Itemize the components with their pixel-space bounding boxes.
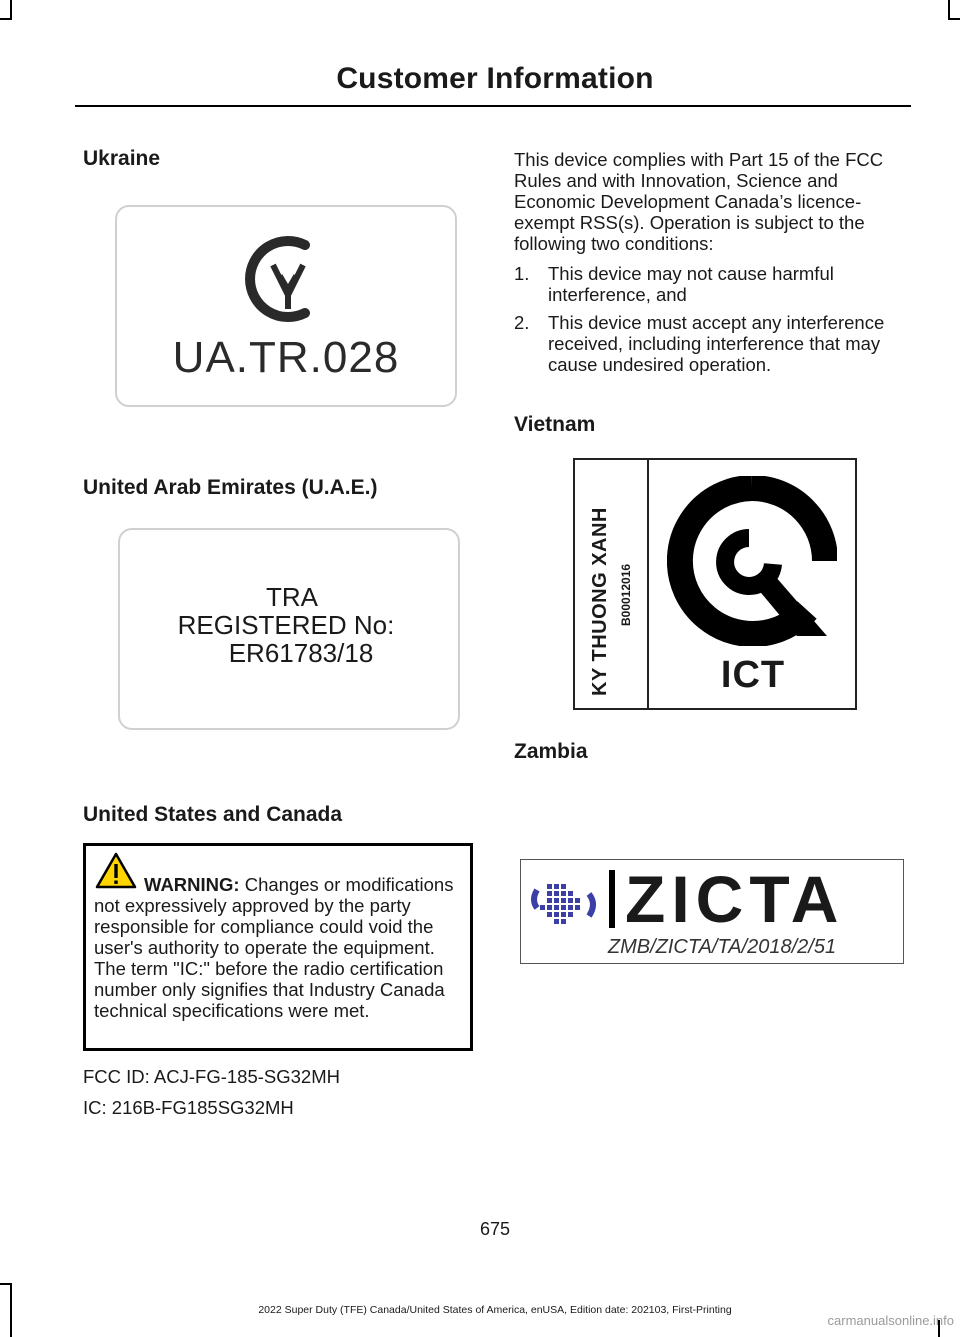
- fcc-id: FCC ID: ACJ-FG-185-SG32MH: [83, 1066, 340, 1087]
- ukraine-certification-mark: [115, 205, 457, 407]
- warning-text: Changes or modifications not expressively approved by the party responsible for compliance could void the user's authority to operate the equipment. The term "IC:" before the radio certification number only signifies that Industry Canada technical specifications were met.: [94, 874, 454, 1021]
- uae-line-tra: TRA: [266, 582, 318, 612]
- crop-mark: [0, 18, 12, 20]
- ict-logo-text: ICT: [720, 654, 786, 696]
- vietnam-ict-mark: [573, 458, 857, 710]
- crop-mark: [10, 0, 12, 20]
- crop-mark: [948, 0, 950, 20]
- compliance-item: [514, 263, 910, 313]
- heading-uae: United Arab Emirates (U.A.E.): [83, 476, 378, 499]
- ukraine-mark-text: UA.TR.028: [172, 333, 400, 382]
- warning-paragraph: [94, 874, 462, 1021]
- ic-number: IC: 216B-FG185SG32MH: [83, 1097, 294, 1118]
- header-rule: [75, 105, 911, 107]
- list-item-text: This device must accept any interference received, including interference that may cause undesired operation.: [548, 312, 885, 375]
- warning-box: [83, 843, 473, 1051]
- uae-line-number: ER61783/18: [228, 638, 374, 668]
- compliance-intro: This device complies with Part 15 of the FCC Rules and with Innovation, Science and Economic Development Canada’s licence-exempt RSS(s). Operation is subject to the following two conditions:: [514, 149, 884, 254]
- heading-zambia: Zambia: [514, 740, 588, 763]
- zicta-divider: [609, 870, 615, 928]
- vietnam-code: B00012016: [619, 563, 633, 626]
- warning-icon: [95, 852, 137, 890]
- crop-mark: [0, 1283, 12, 1285]
- warning-label: WARNING:: [144, 874, 240, 895]
- ict-q-logo-icon: [667, 476, 837, 646]
- page-title: Customer Information: [336, 62, 654, 95]
- uae-line-registered: REGISTERED No:: [177, 610, 395, 640]
- ukraine-conformity-icon: [233, 229, 343, 329]
- zicta-code: ZMB/ZICTA/TA/2018/2/51: [607, 936, 837, 958]
- compliance-item: [514, 312, 910, 402]
- zambia-eagle-logo-icon: [527, 874, 599, 938]
- zicta-logo-text: ZICTA: [625, 862, 845, 936]
- page-number: 675: [479, 1219, 511, 1239]
- list-item-number: 2.: [514, 312, 530, 333]
- edition-info: 2022 Super Duty (TFE) Canada/United States of America, enUSA, Edition date: 202103, First-Printing: [258, 1304, 732, 1316]
- crop-mark: [948, 18, 960, 20]
- vietnam-vertical-text: KY THUONG XANH: [589, 507, 611, 696]
- uae-certification-label: [118, 528, 460, 730]
- watermark: carmanualsonline.info: [827, 1313, 954, 1328]
- heading-ukraine: Ukraine: [83, 147, 161, 170]
- list-item-number: 1.: [514, 263, 530, 284]
- zambia-zicta-mark: [520, 859, 904, 964]
- heading-usa-canada: United States and Canada: [83, 803, 343, 826]
- heading-vietnam: Vietnam: [514, 413, 596, 436]
- list-item-text: This device may not cause harmful interference, and: [548, 263, 834, 305]
